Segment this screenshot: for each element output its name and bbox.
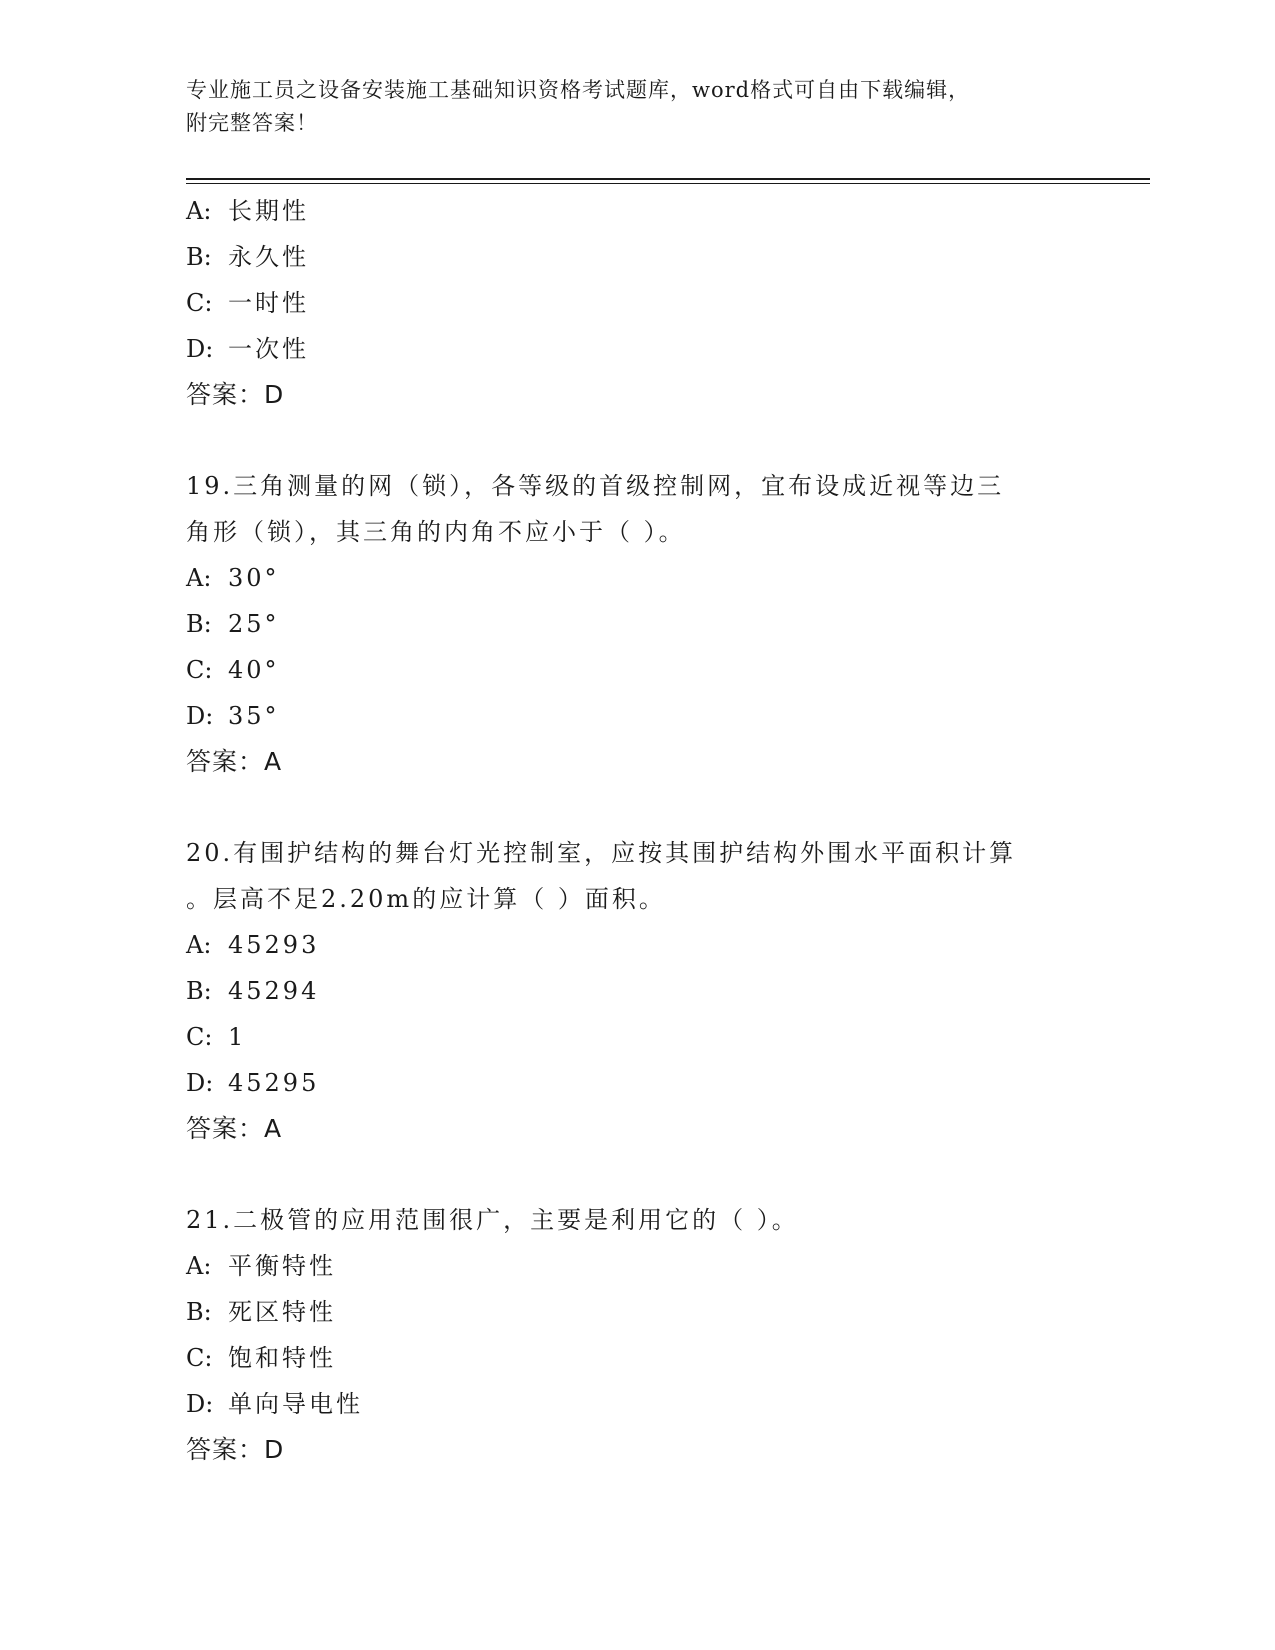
option-letter: B: (186, 1298, 212, 1326)
answer-line: 答案：A (186, 747, 283, 776)
option-letter: A: (186, 197, 212, 225)
answer-line: 答案：A (186, 1114, 283, 1143)
option-text: 平衡特性 (228, 1252, 336, 1280)
option-letter: D: (186, 1069, 214, 1097)
question-text: 21.二极管的应用范围很广，主要是利用它的（ ）。 (186, 1206, 799, 1234)
option-d (186, 693, 1086, 739)
option-c (186, 1014, 1086, 1060)
question-19 (186, 463, 1086, 785)
option-a (186, 922, 1086, 968)
option-c (186, 1335, 1086, 1381)
option-letter: C: (186, 656, 213, 684)
option-text: 死区特性 (228, 1298, 336, 1326)
question-list (186, 188, 1086, 1473)
option-letter: B: (186, 243, 212, 271)
option-text: 1 (228, 1023, 247, 1051)
option-a (186, 555, 1086, 601)
question-20 (186, 830, 1086, 1152)
header-divider-thick (186, 178, 1150, 180)
option-letter: D: (186, 1390, 214, 1418)
option-text: 长期性 (228, 197, 309, 225)
option-letter: B: (186, 977, 212, 1005)
option-c (186, 647, 1086, 693)
question-18 (186, 188, 1086, 418)
answer-line: 答案：D (186, 380, 285, 409)
option-text: 饱和特性 (228, 1344, 336, 1372)
option-letter: B: (186, 610, 212, 638)
option-letter: D: (186, 702, 214, 730)
option-c (186, 280, 1086, 326)
option-text: 45294 (228, 977, 320, 1005)
header-divider-thin (186, 183, 1150, 184)
option-b (186, 234, 1086, 280)
question-text: 20.有围护结构的舞台灯光控制室，应按其围护结构外围水平面积计算 。层高不足2.20m的应计算（ ）面积。 (186, 839, 1017, 913)
question-21 (186, 1197, 1086, 1473)
option-a (186, 188, 1086, 234)
option-letter: C: (186, 1023, 213, 1051)
question-text: 19.三角测量的网（锁），各等级的首级控制网，宜布设成近视等边三 角形（锁），其三角的内角不应小于（ ）。 (186, 472, 1005, 546)
option-letter: A: (186, 1252, 212, 1280)
option-d (186, 1381, 1086, 1427)
option-text: 25° (228, 610, 280, 638)
option-text: 45293 (228, 931, 320, 959)
option-letter: A: (186, 564, 212, 592)
document-header: 专业施工员之设备安装施工基础知识资格考试题库，word格式可自由下载编辑， 附完整答案！ (186, 78, 971, 135)
option-letter: C: (186, 1344, 213, 1372)
option-text: 一次性 (228, 335, 309, 363)
option-letter: C: (186, 289, 213, 317)
option-text: 40° (228, 656, 280, 684)
option-a (186, 1243, 1086, 1289)
option-b (186, 1289, 1086, 1335)
option-d (186, 1060, 1086, 1106)
option-letter: A: (186, 931, 212, 959)
option-text: 永久性 (228, 243, 309, 271)
option-text: 30° (228, 564, 280, 592)
option-b (186, 601, 1086, 647)
option-letter: D: (186, 335, 214, 363)
option-text: 一时性 (228, 289, 309, 317)
option-text: 45295 (228, 1069, 320, 1097)
option-d (186, 326, 1086, 372)
answer-line: 答案：D (186, 1435, 285, 1464)
option-text: 单向导电性 (228, 1390, 363, 1418)
option-text: 35° (228, 702, 280, 730)
option-b (186, 968, 1086, 1014)
